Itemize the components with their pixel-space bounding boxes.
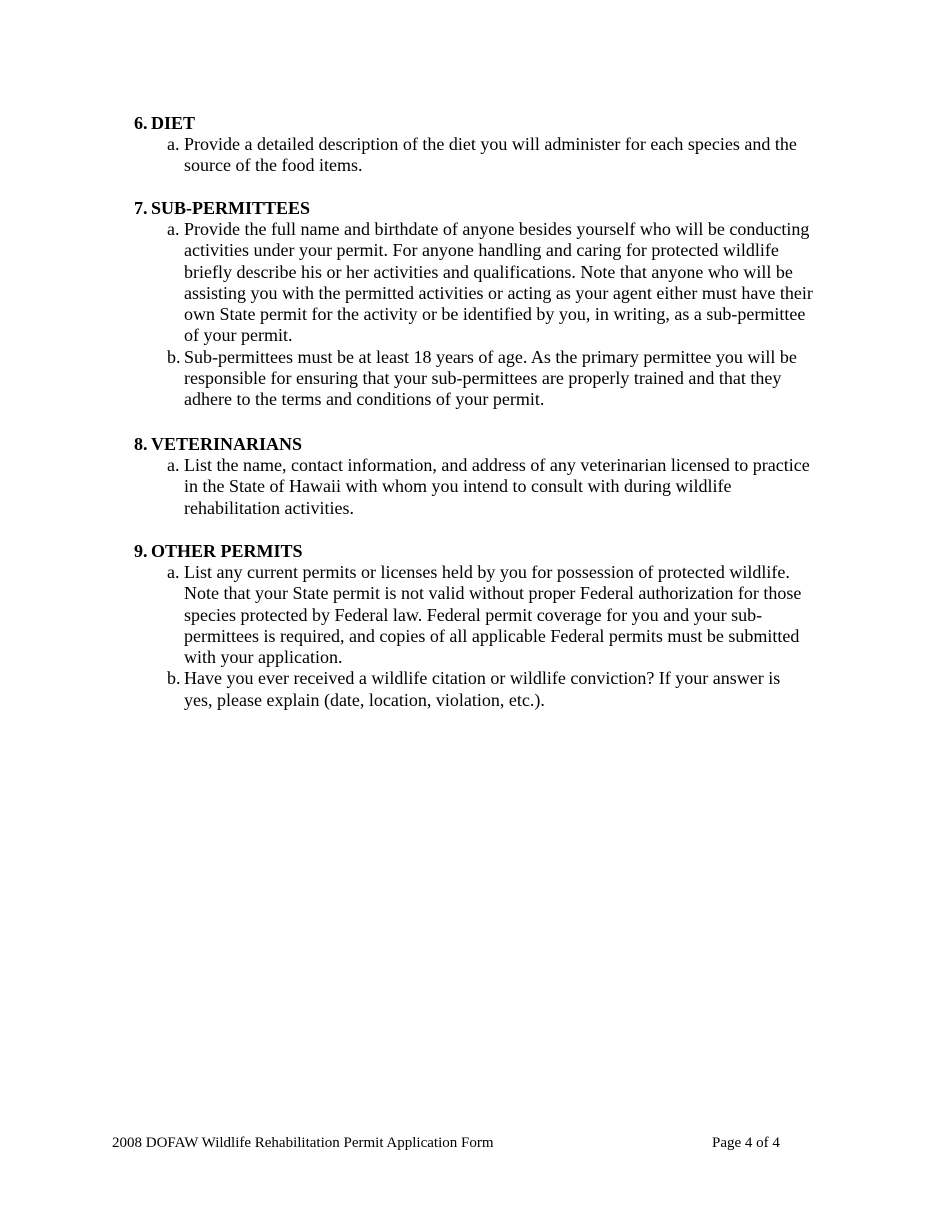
item-letter: b. [167,346,181,367]
item-letter: a. [167,134,180,154]
item-text: Have you ever received a wildlife citation or wildlife conviction? If your answer is yes, please explain (date, location, violation, etc.). [184,668,781,710]
list-item [167,219,844,347]
item-letter: a. [167,219,180,239]
item-letter: a. [167,455,180,475]
section-heading [134,197,844,219]
list-item [167,455,844,519]
section-number: 9. [134,541,148,561]
item-text: List any current permits or licenses held by you for possession of protected wildlife. Note that your State permit is not valid without proper Federal authorization for those species protected by Federal law. Federal permit coverage for you and your sub- permittees is required, and copies of all applicable Federal permits must be submitted with your application. [184,562,802,668]
section-title: DIET [151,113,196,133]
list-item [167,134,844,177]
item-text: List the name, contact information, and address of any veterinarian licensed to practice in the State of Hawaii with whom you intend to consult with during wildlife rehabilitation activities. [184,455,810,518]
item-letter: a. [167,562,180,582]
section-number: 6. [134,113,148,133]
list-item [167,346,844,411]
section-number: 8. [134,434,148,454]
section-heading [134,540,844,562]
section-heading [134,433,844,455]
list-item [167,668,844,711]
footer-page-number: Page 4 of 4 [712,1135,780,1151]
footer-form-title: 2008 DOFAW Wildlife Rehabilitation Permit Application Form [112,1135,494,1151]
section-diet [134,112,844,177]
section-veterinarians [134,433,844,519]
section-number: 7. [134,198,148,218]
section-other-permits [134,540,844,711]
section-sub-permittees [134,197,844,411]
section-title: VETERINARIANS [151,434,303,454]
section-title: SUB-PERMITTEES [151,198,311,218]
item-letter: b. [167,668,181,689]
item-text: Provide the full name and birthdate of anyone besides yourself who will be conducting activities under your permit. For anyone handling and caring for protected wildlife briefly describe his or her activities and qualifications. Note that anyone who will be assisting you with the permitted activities or acting as your agent either must have their own State permit for the activity or be identified by you, in writing, as a sub-permittee of your permit. [184,219,813,346]
section-title: OTHER PERMITS [151,541,303,561]
item-text: Sub-permittees must be at least 18 years of age. As the primary permittee you will be responsible for ensuring that your sub-permittees are properly trained and that they adhere to the terms and conditions of your permit. [184,346,797,410]
list-item [167,562,844,668]
item-text: Provide a detailed description of the diet you will administer for each species and the source of the food items. [184,134,797,176]
section-heading [134,112,844,134]
